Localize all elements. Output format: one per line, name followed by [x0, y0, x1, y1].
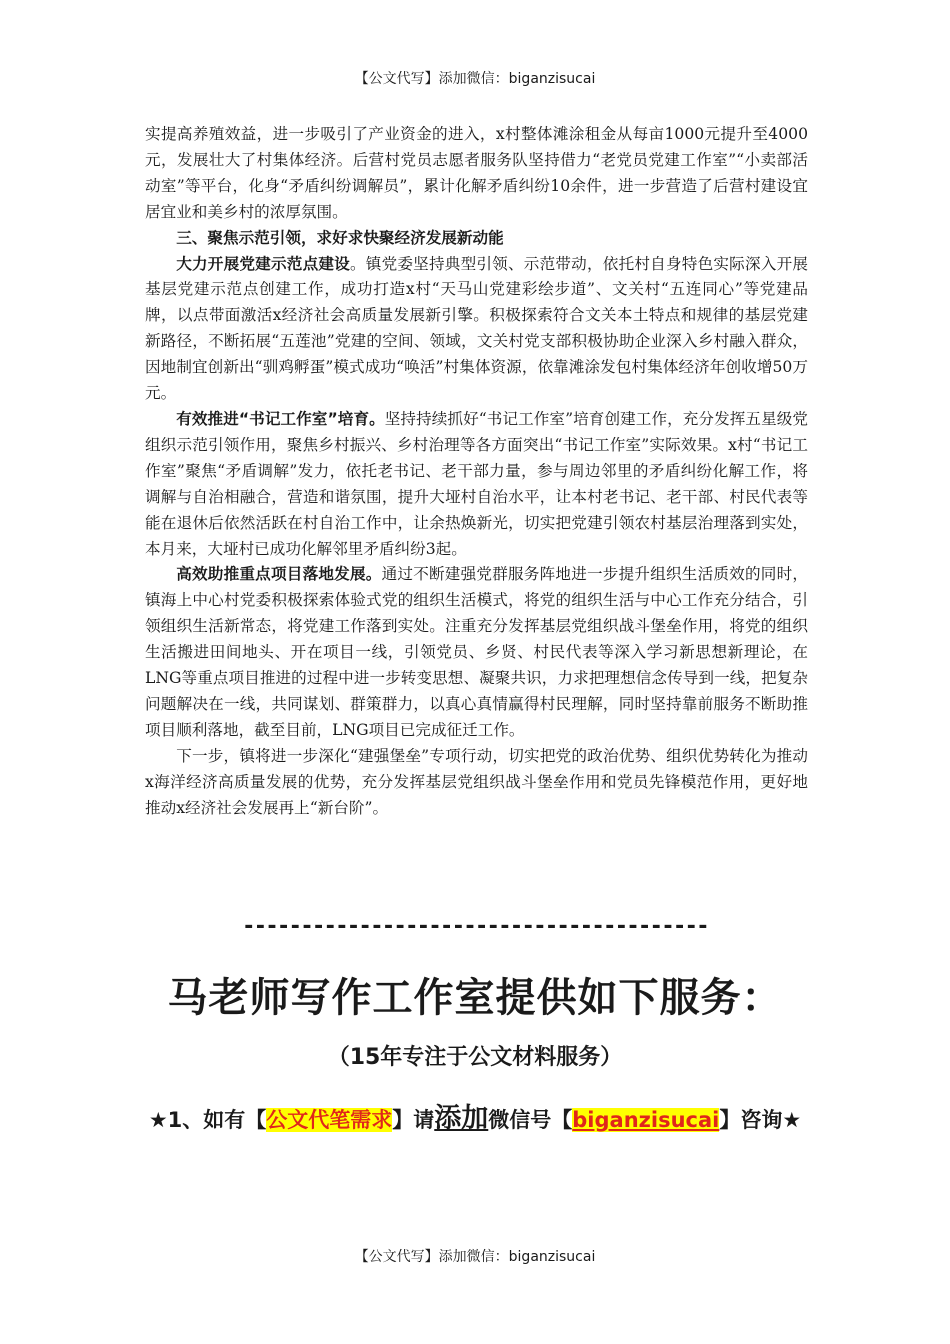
ad-add-big: 添加 [434, 1103, 489, 1134]
page-footer: 【公文代写】添加微信：biganzisucai [354, 1249, 596, 1265]
divider-line: ---------------------------------------- [242, 914, 708, 939]
paragraph-3-lead: 有效推进“书记工作室”培育。 [176, 409, 385, 428]
document-body [145, 122, 808, 821]
ad-subtitle: （15年专注于公文材料服务） [327, 1045, 623, 1070]
wechat-id-link[interactable]: biganzisucai [572, 1108, 720, 1132]
section-heading-3: 三、聚焦示范引领，求好求快聚经济发展新动能 [176, 228, 504, 247]
ad-highlight-need: 公文代笔需求 [266, 1108, 393, 1132]
paragraph-3 [145, 407, 808, 562]
ad-line-mid1: 】请 [392, 1108, 435, 1132]
ad-line-suffix: 】咨询★ [719, 1108, 802, 1132]
paragraph-2-text: 。镇党委坚持典型引领、示范带动，依托村自身特色实际深入开展基层党建示范点创建工作，成功打造x村“天马山党建彩绘步道”、文关村“五连同心”等党建品牌，以点带面激活x经济社会高质量发展新引擎。积极探索符合文关本土特点和规律的基层党建新路径，不断拓展“五莲池”党建的空间、领域，文关村党支部积极协助企业深入乡村融入群众，因地制宜创新出“驯鸡孵蛋”模式成功“唤活”村集体资源，依靠滩涂发包村集体经济年创收增50万元。 [145, 254, 808, 403]
paragraph-4-text: 通过不断建强党群服务阵地进一步提升组织生活质效的同时，镇海上中心村党委积极探索体验式党的组织生活模式，将党的组织生活与中心工作充分结合，引领组织生活新常态，将党建工作落到实处。注重充分发挥基层党组织战斗堡垒作用，将党的组织生活搬进田间地头、开在项目一线，引领党员、乡贤、村民代表等深入学习新思想新理论，在LNG等重点项目推进的过程中进一步转变思想、凝聚共识，力求把理想信念传导到一线，把复杂问题解决在一线，共同谋划、群策群力，以真心真情赢得村民理解，同时坚持靠前服务不断助推项目顺利落地，截至目前，LNG项目已完成征迁工作。 [145, 565, 808, 739]
ad-contact-line [140, 1092, 810, 1147]
paragraph-3-text: 坚持持续抓好“书记工作室”培育创建工作，充分发挥五星级党组织示范引领作用，聚焦乡村振兴、乡村治理等各方面突出“书记工作室”实际效果。x村“书记工作室”聚焦“矛盾调解”发力，依托老书记、老干部力量，参与周边邻里的矛盾纠纷化解工作，将调解与自治相融合，营造和谐氛围，提升大垭村自治水平，让本村老书记、老干部、村民代表等能在退休后依然活跃在村自治工作中，让余热焕新光，切实把党建引领农村基层治理落到实处，本月来，大垭村已成功化解邻里矛盾纠纷3起。 [145, 409, 808, 558]
paragraph-4 [145, 562, 808, 743]
paragraph-2 [145, 252, 808, 407]
ad-line-prefix: ★1、如有【 [148, 1108, 267, 1132]
ad-title: 马老师写作工作室提供如下服务： [167, 975, 783, 1021]
page-header: 【公文代写】添加微信：biganzisucai [354, 71, 596, 87]
ad-line-mid2: 微信号【 [488, 1108, 573, 1132]
paragraph-2-lead: 大力开展党建示范点建设 [176, 254, 350, 273]
paragraph-4-lead: 高效助推重点项目落地发展。 [176, 565, 382, 584]
paragraph-1: 实提高养殖效益，进一步吸引了产业资金的进入，x村整体滩涂租金从每亩1000元提升至4000元，发展壮大了村集体经济。后营村党员志愿者服务队坚持借力“老党员党建工作室”“小卖部活动室”等平台，化身“矛盾纠纷调解员”，累计化解矛盾纠纷10余件，进一步营造了后营村建设宜居宜业和美乡村的浓厚氛围。 [145, 125, 808, 221]
paragraph-5: 下一步，镇将进一步深化“建强堡垒”专项行动，切实把党的政治优势、组织优势转化为推动x海洋经济高质量发展的优势，充分发挥基层党组织战斗堡垒作用和党员先锋模范作用，更好地推动x经济社会发展再上“新台阶”。 [145, 746, 808, 817]
